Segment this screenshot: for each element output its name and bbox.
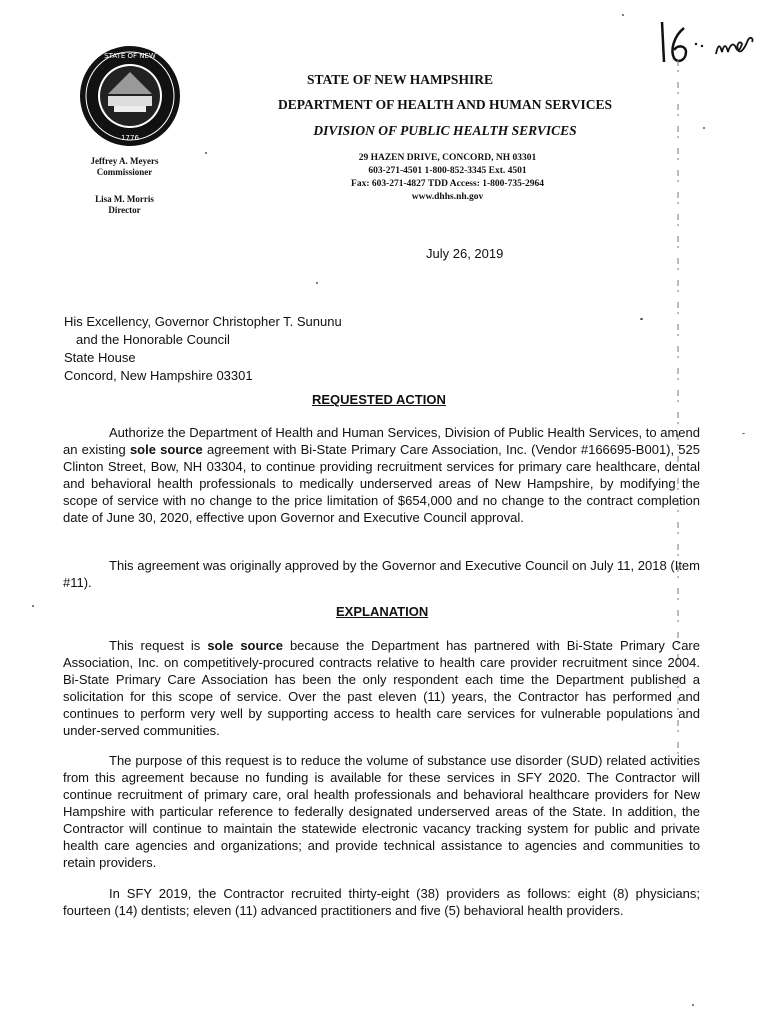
officer-title: Director xyxy=(108,205,141,215)
recipient-line: His Excellency, Governor Christopher T. Sununu xyxy=(64,314,342,329)
officer-name: Lisa M. Morris xyxy=(95,194,154,204)
letterhead-fax: Fax: 603-271-4827 TDD Access: 1-800-735-2964 xyxy=(351,179,544,189)
state-seal-logo xyxy=(78,44,182,148)
letterhead-address: 29 HAZEN DRIVE, CONCORD, NH 03301 xyxy=(358,153,537,163)
letterhead-department: DEPARTMENT OF HEALTH AND HUMAN SERVICES xyxy=(278,97,612,112)
recipient-line: State House xyxy=(64,350,136,365)
scan-speck xyxy=(32,605,34,607)
letterhead-phone: 603-271-4501 1-800-852-3345 Ext. 4501 xyxy=(368,166,527,176)
recipient-block xyxy=(64,313,342,385)
recruitment-paragraph xyxy=(63,885,700,919)
approval-paragraph xyxy=(63,557,700,591)
scan-speck xyxy=(742,433,745,434)
officer-director xyxy=(72,194,177,216)
letterhead-website: www.dhhs.nh.gov xyxy=(411,192,484,202)
scan-speck xyxy=(692,1004,694,1006)
scan-speck xyxy=(316,282,318,284)
paragraph-text: agreement with Bi-State Primary Care Association, Inc. (Vendor #166695-B001), 525 Clinton Street, Bow, NH 03304, to continue providing recruitment services for primary care healthcare, dental and behavioral health professionals to medically underserved areas of New Hampshire, by modifying the scope of service with no change to the price limitation of $654,000 and no change to the contract completion date of June 30, 2020, effective upon Governor and Executive Council approval. xyxy=(63,442,700,525)
paragraph-text: This request is xyxy=(109,638,208,653)
paragraph-text: because the Department has partnered with Bi-State Primary Care Association, Inc. on competitively-procured contracts relative to health care provider recruitment since 2004. Bi-State Primary Care Association has been the only respondent each time the Department published a solicitation for this scope of service. Over the past eleven (11) years, the Contractor has performed and continues to perform very well by supporting access to health care services for vulnerable populations and under-served communities. xyxy=(63,638,700,738)
scan-speck xyxy=(640,318,643,320)
recipient-line: and the Honorable Council xyxy=(76,332,230,347)
bold-text: sole source xyxy=(129,442,203,457)
paragraph-text: Authorize the Department of Health and Human Services, Division of Public Health Services, to amend an existing xyxy=(63,425,700,457)
requested-action-heading: REQUESTED ACTION xyxy=(312,392,446,407)
svg-text:STATE OF NEW: STATE OF NEW xyxy=(104,52,156,60)
svg-text:1776: 1776 xyxy=(121,134,139,142)
recipient-line: Concord, New Hampshire 03301 xyxy=(64,368,253,383)
bold-text: sole source xyxy=(207,638,283,653)
handwritten-annotation xyxy=(640,10,765,70)
scan-speck xyxy=(205,152,207,154)
requested-action-paragraph xyxy=(63,424,700,526)
letterhead-division: DIVISION OF PUBLIC HEALTH SERVICES xyxy=(313,123,577,138)
purpose-paragraph xyxy=(63,752,700,871)
explanation-paragraph xyxy=(63,637,700,739)
paragraph-text: In SFY 2019, the Contractor recruited thirty-eight (38) providers as follows: eight (8) physicians; fourteen (14) dentists; eleven (11) advanced practitioners and five (5) behavioral health providers. xyxy=(63,886,700,918)
letterhead-state: STATE OF NEW HAMPSHIRE xyxy=(307,72,493,87)
officer-commissioner xyxy=(72,156,177,178)
paragraph-text: This agreement was originally approved by the Governor and Executive Council on July 11, 2018 (Item #11). xyxy=(63,558,700,590)
scan-speck xyxy=(622,14,624,16)
officer-name: Jeffrey A. Meyers xyxy=(90,156,159,166)
letter-date: July 26, 2019 xyxy=(426,246,504,261)
paragraph-text: The purpose of this request is to reduce the volume of substance use disorder (SUD) related activities from this agreement because no funding is available for these services in SFY 2020. The Contractor will continue recruitment of primary care, oral health professionals and behavioral healthcare providers for New Hampshire with particular reference to federally designated underserved areas of the State. In addition, the Contractor will continue to maintain the statewide electronic vacancy tracking system for public and private health care agencies and organizations; and provide technical assistance to agencies and communities to retain providers. xyxy=(63,753,700,870)
scan-speck xyxy=(703,127,705,129)
officer-title: Commissioner xyxy=(96,167,153,177)
explanation-heading: EXPLANATION xyxy=(336,604,429,619)
